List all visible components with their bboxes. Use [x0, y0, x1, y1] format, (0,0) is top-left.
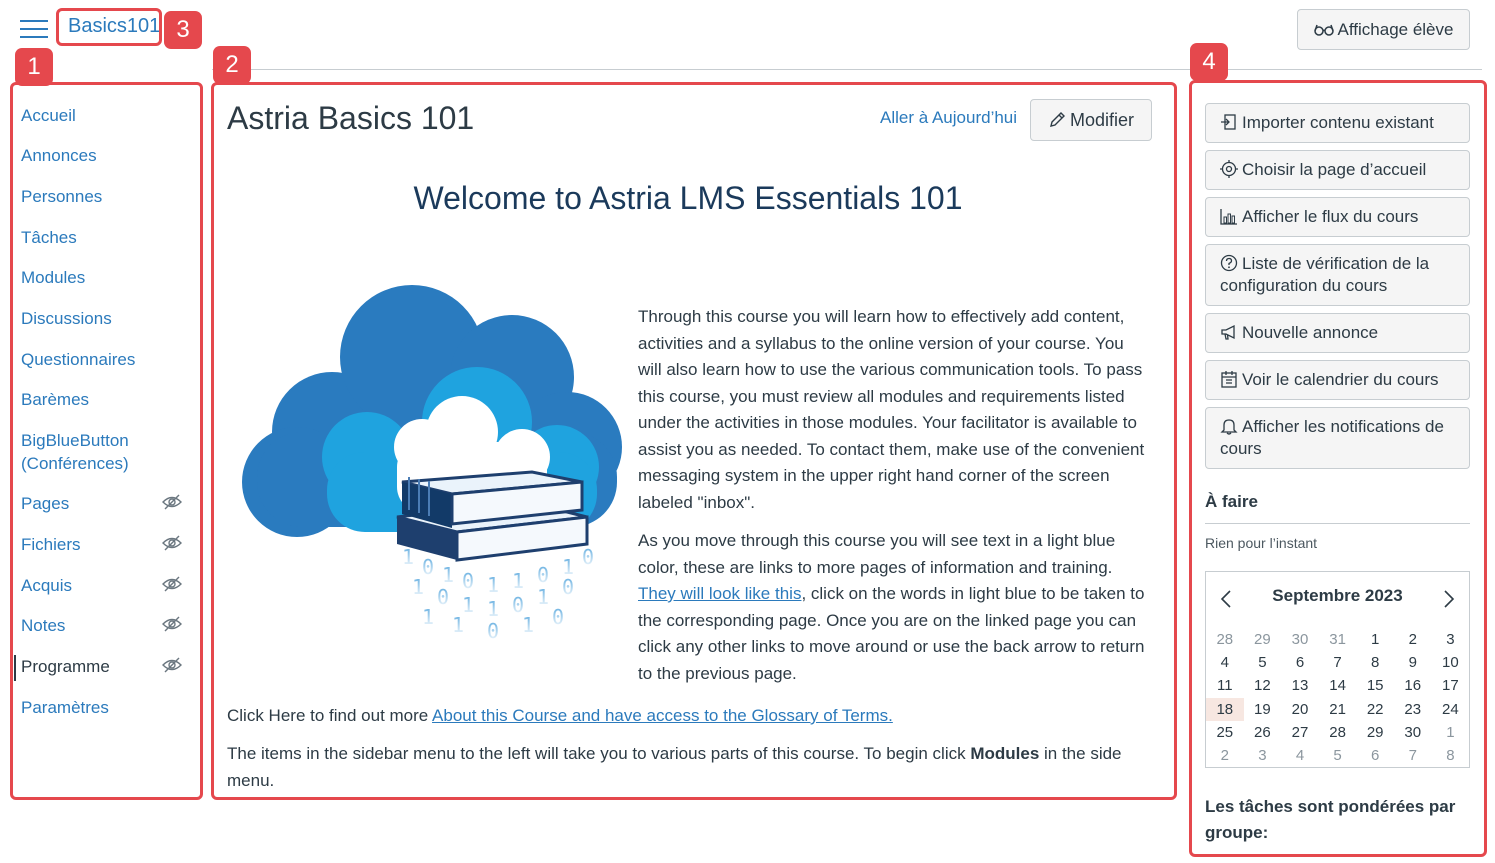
nav-label: BigBlueButton (Conférences): [21, 431, 129, 473]
nav-item-acquis[interactable]: [14, 574, 198, 597]
glasses-icon: [1314, 23, 1334, 37]
calendar-day[interactable]: 13: [1291, 677, 1309, 695]
annotation-tag-1: 1: [15, 48, 53, 86]
calendar-icon: [1220, 370, 1238, 388]
calendar-day[interactable]: 8: [1446, 746, 1455, 764]
calendar-day[interactable]: 15: [1366, 677, 1384, 695]
nav-label: Tâches: [21, 228, 77, 247]
nav-item-discussions[interactable]: [14, 307, 198, 330]
course-notifications-button[interactable]: [1205, 407, 1470, 469]
calendar-grid: [1206, 628, 1469, 767]
nav-label: Annonces: [21, 146, 97, 165]
import-icon: [1220, 113, 1238, 131]
question-circle-icon: [1220, 254, 1238, 272]
nav-item-questionnaires[interactable]: [14, 348, 198, 371]
nav-item-bigbluebutton[interactable]: [14, 429, 164, 475]
calendar-day[interactable]: 27: [1291, 723, 1309, 741]
import-content-button[interactable]: [1205, 103, 1470, 143]
example-link[interactable]: They will look like this: [638, 584, 802, 603]
calendar-day[interactable]: 25: [1216, 723, 1234, 741]
nav-item-pages[interactable]: [14, 492, 198, 515]
intro-text: [638, 304, 1150, 699]
calendar-day[interactable]: 10: [1442, 654, 1459, 672]
annotation-box-crumb: [56, 8, 162, 46]
calendar-day[interactable]: 1: [1371, 631, 1380, 648]
nav-label: Notes: [21, 616, 66, 635]
binary-digit: 0: [552, 605, 565, 629]
calendar-day[interactable]: 2: [1220, 746, 1229, 764]
student-view-button[interactable]: [1297, 9, 1470, 50]
nav-label: Acquis: [21, 576, 73, 595]
hidden-eye-icon: [162, 576, 182, 592]
binary-digit: 0: [487, 619, 500, 643]
go-to-today-link[interactable]: Aller à Aujourd’hui: [880, 108, 1018, 127]
calendar-day[interactable]: 5: [1333, 746, 1342, 764]
nav-label: Personnes: [21, 187, 103, 206]
nav-label: Discussions: [21, 309, 112, 328]
calendar-day[interactable]: 14: [1329, 677, 1346, 695]
nav-label: Modules: [21, 268, 86, 287]
calendar-day[interactable]: 17: [1442, 677, 1459, 695]
nav-item-baremes[interactable]: [14, 388, 198, 411]
binary-digit: 0: [582, 545, 595, 569]
breadcrumb-course[interactable]: Basics101: [68, 15, 161, 37]
page-title: Astria Basics 101: [227, 100, 475, 136]
calendar-day[interactable]: 28: [1216, 631, 1234, 648]
calendar-day[interactable]: 4: [1220, 654, 1229, 672]
binary-digit: 1: [412, 575, 425, 599]
calendar-day[interactable]: 12: [1254, 677, 1271, 695]
intro-paragraph-2: [638, 528, 1150, 687]
binary-digit: 1: [537, 585, 550, 609]
stream-chart-icon: [1220, 207, 1238, 225]
nav-item-personnes[interactable]: [14, 185, 198, 208]
binary-digit: 1: [512, 569, 525, 593]
calendar-day[interactable]: 29: [1254, 631, 1271, 648]
calendar-day[interactable]: 22: [1366, 700, 1384, 718]
mini-calendar: [1205, 571, 1470, 768]
setup-checklist-button[interactable]: [1205, 244, 1470, 306]
todo-empty-text: Rien pour l’instant: [1205, 535, 1318, 551]
course-stream-button[interactable]: [1205, 197, 1470, 237]
hidden-eye-icon: [162, 616, 182, 632]
welcome-heading: Welcome to Astria LMS Essentials 101: [413, 180, 963, 216]
nav-label: Questionnaires: [21, 350, 136, 369]
course-calendar-button[interactable]: [1205, 360, 1470, 400]
binary-digit: 1: [562, 555, 575, 579]
megaphone-icon: [1220, 323, 1238, 341]
student-view-label: Affichage élève: [1337, 19, 1454, 39]
button-label: Choisir la page d’accueil: [1242, 160, 1427, 179]
binary-digit: 0: [437, 585, 450, 609]
calendar-day[interactable]: 19: [1254, 700, 1271, 718]
calendar-day[interactable]: 30: [1404, 723, 1422, 741]
about-course-link[interactable]: About this Course and have access to the Glossary of Terms.: [432, 706, 893, 725]
nav-item-notes[interactable]: [14, 614, 198, 637]
annotation-tag-3: 3: [164, 11, 202, 49]
calendar-day[interactable]: 8: [1371, 654, 1380, 672]
target-icon: [1220, 160, 1238, 178]
note-before: The items in the sidebar menu to the left will take you to various parts of this course. To begin click: [227, 744, 971, 763]
button-label: Liste de vérification de la configuration du cours: [1220, 254, 1430, 295]
todo-divider: [1205, 523, 1470, 524]
nav-item-modules[interactable]: [14, 266, 198, 289]
calendar-day[interactable]: 2: [1408, 631, 1417, 648]
calendar-day[interactable]: 30: [1291, 631, 1309, 648]
calendar-day[interactable]: 31: [1329, 631, 1346, 648]
hidden-eye-icon: [162, 657, 182, 673]
edit-label: Modifier: [1069, 109, 1135, 130]
bell-icon: [1220, 417, 1238, 435]
calendar-day[interactable]: 16: [1404, 677, 1422, 695]
calendar-day[interactable]: 24: [1442, 700, 1459, 718]
calendar-day[interactable]: 29: [1366, 723, 1384, 741]
about-course-line: [227, 703, 1157, 730]
books-stack: [397, 472, 587, 560]
calendar-month: Septembre 2023: [1272, 586, 1403, 605]
nav-label: Accueil: [21, 106, 76, 125]
cloud-books-illustration: [237, 282, 627, 652]
nav-item-parametres[interactable]: [14, 696, 198, 719]
binary-digit: 1: [522, 613, 535, 637]
binary-digit: 1: [422, 605, 435, 629]
button-label: Importer contenu existant: [1242, 113, 1434, 132]
calendar-day[interactable]: 20: [1291, 700, 1309, 718]
intro-paragraph-1: Through this course you will learn how to effectively add content, activities and a syllabus to the online version of your course. You will also learn how to use the various communication tools. To pass this course, you must review all modules and requirements listed under the activities in those modules. Your facilitator is available to assist you as needed. To contact them, make use of the convenient messaging system in the upper right hand corner of the screen labeled "inbox".: [638, 307, 1145, 512]
button-label: Nouvelle annonce: [1242, 323, 1379, 342]
calendar-day[interactable]: 28: [1329, 723, 1346, 741]
nav-item-fichiers[interactable]: [14, 533, 198, 556]
nav-label: Programme: [21, 657, 110, 676]
nav-label: Fichiers: [21, 535, 81, 554]
binary-digit: 1: [462, 593, 475, 617]
annotation-tag-4: 4: [1190, 43, 1228, 81]
binary-digit: 1: [442, 563, 455, 587]
note-after: in the side menu.: [227, 744, 1122, 790]
hidden-eye-icon: [162, 535, 182, 551]
calendar-day[interactable]: 11: [1217, 677, 1233, 695]
header-divider: [212, 69, 1482, 70]
hamburger-icon[interactable]: [20, 18, 48, 40]
sidebar-note: [227, 741, 1157, 794]
hidden-eye-icon: [162, 494, 182, 510]
binary-digit: 1: [402, 545, 415, 569]
binary-digit: 0: [462, 569, 475, 593]
button-label: Voir le calendrier du cours: [1242, 370, 1439, 389]
calendar-day[interactable]: 5: [1258, 654, 1267, 672]
nav-label: Barèmes: [21, 390, 90, 409]
chevron-right-icon[interactable]: [1433, 584, 1463, 614]
weighted-groups-heading: Les tâches sont pondérées par groupe:: [1205, 797, 1456, 842]
binary-stream: [402, 545, 594, 643]
calendar-day[interactable]: 6: [1371, 746, 1380, 764]
binary-digit: 0: [562, 575, 575, 599]
todo-heading: À faire: [1205, 492, 1258, 511]
calendar-day[interactable]: 3: [1446, 631, 1455, 648]
binary-digit: 1: [487, 573, 500, 597]
nav-item-annonces[interactable]: [14, 144, 198, 167]
pencil-icon: [1048, 111, 1066, 129]
nav-item-accueil[interactable]: [14, 104, 198, 127]
note-bold: Modules: [970, 744, 1040, 763]
annotation-tag-2: 2: [213, 46, 251, 84]
calendar-day[interactable]: 3: [1258, 746, 1267, 764]
nav-item-taches[interactable]: [14, 226, 198, 249]
calendar-day[interactable]: 7: [1408, 746, 1417, 764]
nav-label: Paramètres: [21, 698, 109, 717]
choose-home-page-button[interactable]: [1205, 150, 1470, 190]
calendar-day[interactable]: 1: [1446, 723, 1455, 741]
calendar-day[interactable]: 9: [1408, 654, 1417, 672]
binary-digit: 1: [487, 597, 500, 621]
calendar-day[interactable]: 4: [1295, 746, 1305, 764]
button-label: Afficher les notifications de cours: [1220, 417, 1444, 458]
more-before: Click Here to find out more: [227, 706, 433, 725]
calendar-day[interactable]: 21: [1329, 700, 1346, 718]
button-label: Afficher le flux du cours: [1242, 207, 1419, 226]
calendar-day[interactable]: 26: [1254, 723, 1271, 741]
binary-digit: 0: [537, 563, 550, 587]
binary-digit: 0: [422, 555, 435, 579]
nav-label: Pages: [21, 494, 70, 513]
nav-item-programme[interactable]: [14, 655, 198, 681]
calendar-day[interactable]: 18: [1206, 698, 1244, 721]
binary-digit: 0: [512, 593, 525, 617]
calendar-day[interactable]: 7: [1333, 654, 1342, 672]
edit-button[interactable]: [1030, 99, 1152, 141]
binary-digit: 1: [452, 613, 465, 637]
calendar-day[interactable]: 23: [1404, 700, 1422, 718]
calendar-day[interactable]: 6: [1295, 654, 1305, 672]
new-announcement-button[interactable]: [1205, 313, 1470, 353]
p2-after: , click on the words in light blue to be taken to the corresponding page. Once you are on the linked page you can click any other links to move around or use the back arrow to return to the previous page.: [638, 584, 1145, 683]
p2-before: As you move through this course you will see text in a light blue color, these are links to more pages of information and training.: [638, 531, 1116, 577]
